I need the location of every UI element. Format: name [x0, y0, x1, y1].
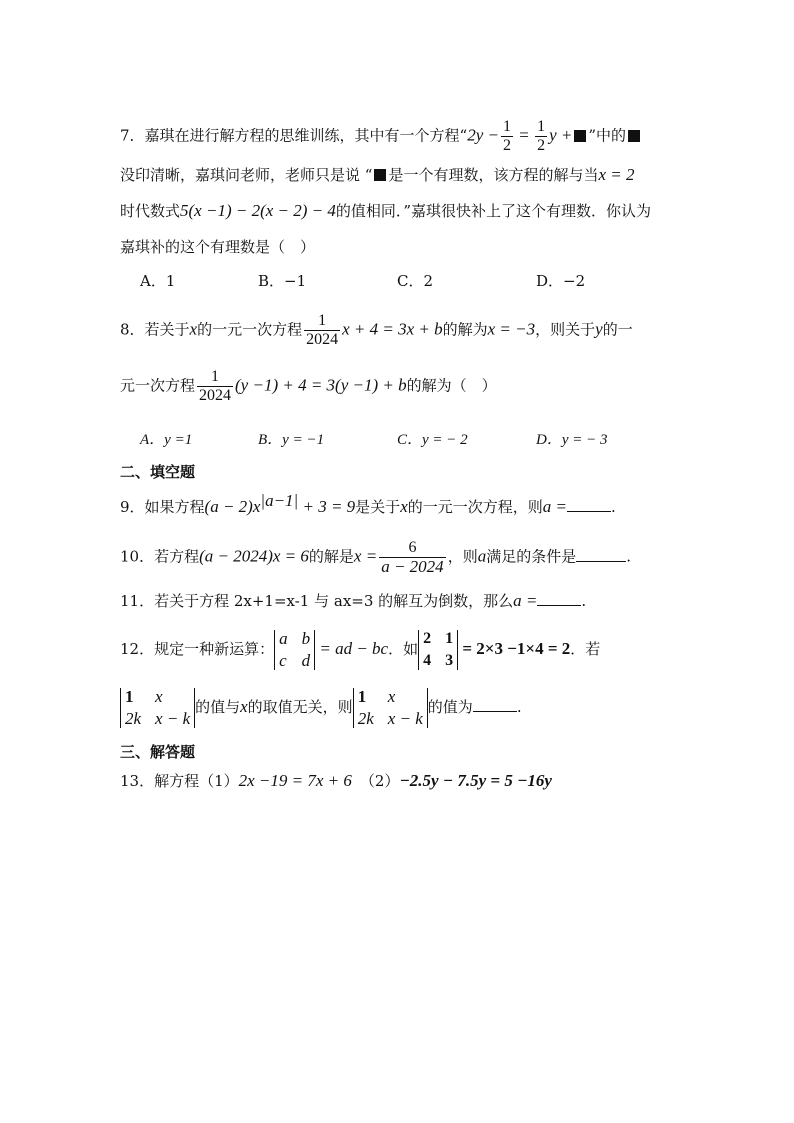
black-square-icon	[574, 130, 586, 142]
q9-line	[120, 491, 616, 517]
q7-text: 时代数式	[120, 202, 181, 220]
q10-text: 满足的条件是	[486, 547, 577, 566]
frac-num: 1	[318, 312, 327, 329]
det-cell: 2k	[357, 709, 374, 728]
det-cell: b	[301, 629, 311, 648]
q7-eq-part: 2y −	[467, 125, 499, 145]
q7-frac1	[501, 118, 513, 155]
q13-math: 2x −19 = 7x + 6	[238, 771, 352, 790]
q10-frac	[379, 539, 445, 576]
q10-text: ，则	[447, 547, 478, 566]
q7-math: 5(x −1) − 2(x − 2) − 4	[180, 201, 336, 220]
q8-var: x	[189, 319, 198, 339]
q8-var: y	[595, 319, 603, 339]
section-fill-in-heading: 二、填空题	[120, 463, 196, 481]
q9-math: (a − 2)x	[204, 497, 261, 516]
q12-line1	[120, 625, 600, 673]
q8-option-c: C．y = − 2	[397, 432, 468, 448]
q13-text: （2）	[359, 772, 400, 790]
det-cell: 2	[423, 630, 432, 647]
frac-num: 1	[537, 118, 546, 135]
q7-line3	[120, 201, 651, 221]
q12-var: x	[240, 697, 248, 716]
det-cell: 4	[423, 652, 432, 669]
q13-math: −2.5y − 7.5y = 5 −16y	[399, 771, 552, 790]
det-cell: x	[387, 687, 396, 706]
q8-text: 的解为（ ）	[406, 376, 497, 395]
q8-option-a: A．y =1	[140, 432, 193, 448]
answer-blank[interactable]	[473, 697, 517, 712]
det-cell: 1	[357, 687, 367, 706]
q12-math: = ad − bc	[315, 639, 389, 658]
frac-den: 2024	[306, 331, 339, 348]
det-cell: 1	[125, 687, 134, 706]
q12-text: .	[516, 698, 522, 716]
q11-math: a =	[513, 591, 538, 610]
q11-text: 11．若关于方程 2x+1=x-1 与 ax=3 的解互为倒数，那么	[120, 592, 514, 610]
q9-text: .	[610, 498, 616, 516]
determinant-example	[418, 630, 458, 670]
q7-line4	[120, 237, 315, 257]
frac-den: 2	[537, 137, 546, 154]
q7-line1	[120, 118, 642, 155]
q7-text: 的值相同．”嘉琪很快补上了这个有理数．你认为	[335, 202, 652, 220]
q8-text: ，则关于	[535, 320, 596, 339]
black-square-icon	[374, 169, 386, 181]
q7-text: 没印清晰，嘉琪问老师，老师只是说 “	[120, 166, 373, 184]
q7-line2	[120, 165, 635, 185]
q10-text: .	[626, 547, 631, 566]
q12-text: 的取值无关，则	[247, 698, 353, 716]
det-cell: x − k	[155, 709, 191, 728]
q10-math: x =	[353, 546, 378, 566]
q12-text: ．如	[388, 640, 419, 658]
q9-text: 9．如果方程	[120, 498, 205, 516]
answer-blank[interactable]	[567, 497, 611, 512]
q10-line	[120, 539, 631, 576]
q7-text: 7．嘉琪在进行解方程的思维训练，其中有一个方程“	[120, 126, 468, 145]
q8-text: 的一	[602, 320, 633, 339]
q11-text: .	[581, 592, 587, 610]
q9-math: a =	[542, 497, 567, 516]
section-solve-heading: 三、解答题	[120, 743, 196, 761]
det-cell: d	[301, 651, 311, 670]
q8-frac	[304, 312, 340, 349]
frac-den: 2024	[199, 387, 232, 404]
black-square-icon	[628, 130, 640, 142]
frac-num: 1	[211, 368, 220, 385]
q7-option-b: B．−1	[258, 272, 307, 290]
q10-math: (a − 2024)x = 6	[199, 546, 309, 566]
q8-line2	[120, 368, 497, 405]
q8-text: 8．若关于	[120, 320, 190, 339]
frac-num: 6	[408, 539, 417, 556]
determinant-given	[120, 688, 195, 728]
det-cell: 1	[445, 630, 454, 647]
det-cell: c	[279, 651, 287, 670]
q8-option-b: B．y = −1	[258, 432, 325, 448]
q8-math: (y −1) + 4 = 3(y −1) + b	[235, 375, 407, 395]
q8-text: 的一元一次方程	[197, 320, 303, 339]
q12-text: 12．规定一种新运算：	[120, 640, 275, 658]
answer-blank[interactable]	[576, 547, 626, 562]
det-cell: x	[155, 687, 163, 706]
q7-text: 是一个有理数，该方程的解与当	[388, 166, 599, 184]
q7-equals: =	[515, 125, 534, 145]
det-cell: 3	[445, 652, 454, 669]
q11-line	[120, 591, 586, 611]
det-cell: 2k	[125, 709, 142, 728]
q9-text: 的一元一次方程，则	[407, 498, 543, 516]
q9-var: x	[400, 497, 408, 516]
q13-line	[120, 771, 552, 791]
q12-line2	[120, 683, 522, 731]
q10-text: 的解是	[308, 547, 354, 566]
q13-text: 13．解方程（1）	[120, 772, 239, 790]
q12-text: ．若	[570, 640, 601, 658]
det-cell: x − k	[387, 709, 423, 728]
q8-math: x = −3	[487, 319, 536, 339]
frac-den: 2	[503, 137, 511, 154]
det-cell: a	[279, 629, 288, 648]
q7-text: 嘉琪补的这个有理数是（ ）	[120, 238, 316, 256]
q7-option-c: C．2	[397, 272, 434, 290]
frac-num: 1	[503, 118, 511, 135]
q7-eq-part2: y +	[549, 125, 573, 145]
determinant-def	[274, 630, 315, 670]
q8-line1	[120, 312, 633, 349]
answer-blank[interactable]	[537, 591, 581, 606]
q7-text: ”中的	[588, 126, 627, 145]
q8-option-d: D．y = − 3	[536, 432, 608, 448]
determinant-given-repeat	[353, 688, 428, 728]
q12-text: 的值为	[427, 698, 473, 716]
q10-var: a	[477, 546, 487, 566]
q7-frac2	[535, 118, 547, 155]
q9-text: 是关于	[355, 498, 401, 516]
frac-den: a − 2024	[381, 557, 444, 576]
q8-math: x + 4 = 3x + b	[342, 319, 443, 339]
q8-text: 元一次方程	[120, 376, 196, 395]
q7-math: x = 2	[598, 165, 635, 184]
q8-frac2	[197, 368, 233, 405]
q12-text: 的值与	[195, 698, 241, 716]
q8-text: 的解为	[442, 320, 488, 339]
q9-exponent: |a−1|	[260, 491, 299, 510]
q7-option-a: A．1	[140, 272, 176, 290]
q7-option-d: D．−2	[536, 272, 586, 290]
q9-math: + 3 = 9	[298, 497, 356, 516]
q10-text: 10．若方程	[120, 547, 200, 566]
q12-math: = 2×3 −1×4 = 2	[458, 639, 571, 658]
